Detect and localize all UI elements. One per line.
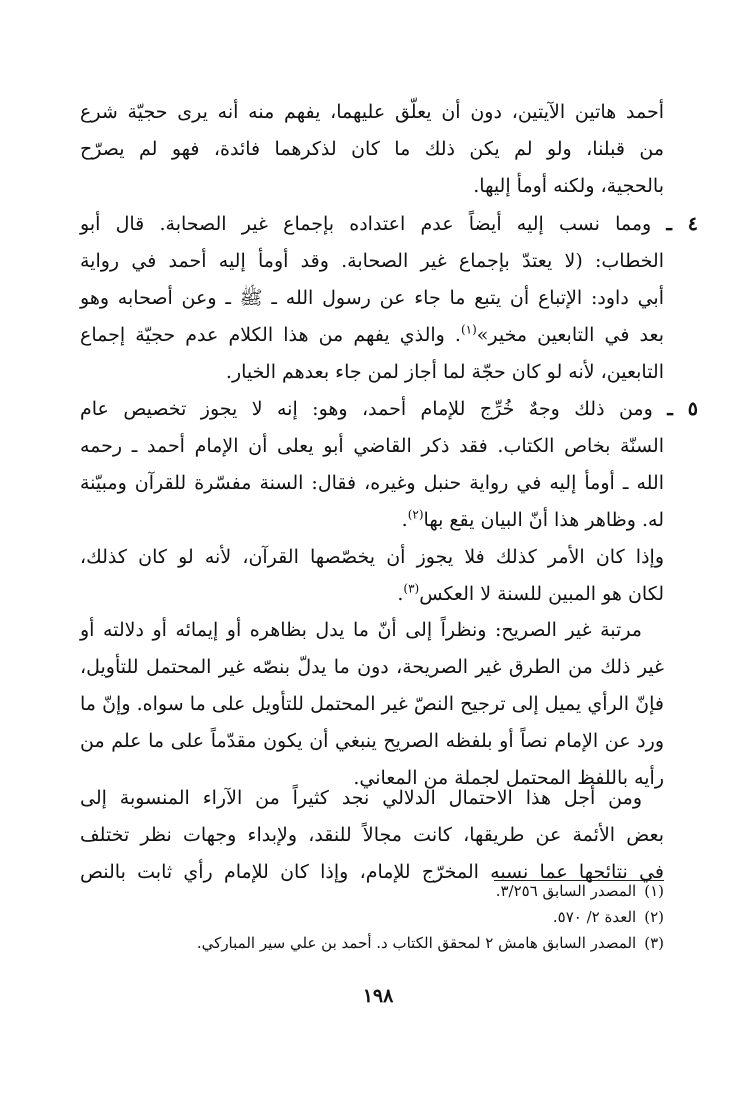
footnote-ref[interactable]: (٢) <box>407 507 424 522</box>
footnote-text: المصدر السابق ٣/٢٥٦. <box>495 882 637 900</box>
text-line <box>80 393 698 425</box>
text-line: أحمد هاتين الآيتين، دون أن يعلّق عليهما، يفهم منه أنه يرى حجيّة شرع <box>80 101 664 123</box>
footnote-text: المصدر السابق هامش ٢ لمحقق الكتاب د. أحمد بن علي سير المباركي. <box>196 934 637 952</box>
text-line: غير ذلك من الطرق غير الصريحة، دون ما يدلّ بنصّه غير المحتمل للتأويل، <box>80 656 664 678</box>
text-line: بالحجية، ولكنه أومأ إليها. <box>473 175 664 197</box>
list-item-number: ٥ ـ <box>667 398 699 420</box>
list-item-number: ٤ ـ <box>666 213 698 235</box>
text-segment: له. وظاهر هذا أنّ البيان يقع بها <box>423 509 664 531</box>
footnote-label: (٢) <box>644 908 664 926</box>
footnote-label: (٣) <box>644 934 664 952</box>
text-line: في نتائجها عما نسبه المخرّج للإمام، وإذا كان للإمام رأي ثابت بالنص <box>80 861 664 883</box>
footnote <box>80 932 664 954</box>
text-line: من قبلنا، ولو لم يكن ذلك ما كان لذكرهما فائدة، فهو لم يصرّح <box>80 138 664 160</box>
footnote <box>80 906 664 928</box>
text-line: له. وظاهر هذا أنّ البيان يقع بها$^{(٢)}$. <box>401 507 664 531</box>
text-line: فإنّ الرأي يميل إلى ترجيح النصّ غير المحتمل للتأويل على ما سواه. وإنّ ما <box>80 693 664 715</box>
text-line: وإذا كان الأمر كذلك فلا يجوز أن يخصّصها القرآن، لأنه لو كان كذلك، <box>80 546 664 568</box>
text-line: السنّة بخاص الكتاب. فقد ذكر القاضي أبو يعلى أن الإمام أحمد ـ رحمه <box>80 435 664 457</box>
text-line: مرتبة غير الصريح: ونظراً إلى أنّ ما يدل بظاهره أو إيمائه أو دلالته أو <box>80 619 642 641</box>
footnote-label: (١) <box>644 882 664 900</box>
text-segment: لكان هو المبين للسنة لا العكس <box>419 583 664 605</box>
page-number: ١٩٨ <box>362 985 394 1007</box>
list-item-text: ومما نسب إليه أيضاً عدم اعتداده بإجماع غير الصحابة. قال أبو <box>80 213 652 235</box>
text-line: ومن أجل هذا الاحتمال الدلالي نجد كثيراً من الآراء المنسوبة إلى <box>80 787 642 809</box>
text-line: لكان هو المبين للسنة لا العكس$^{(٣)}$. <box>397 581 664 605</box>
text-segment: بعد في التابعين مخير» <box>476 324 664 346</box>
text-line: الله ـ أومأ إليه في رواية حنبل وغيره، فقال: السنة مفسّرة للقرآن ومبيّنة <box>80 472 664 494</box>
text-line: ورد عن الإمام نصاً أو بلفظه الصريح ينبغي أن يكون مقدّماً على ما علم من <box>80 730 664 752</box>
footnote <box>80 880 664 902</box>
text-line: أبي داود: الإتباع أن يتبع ما جاء عن رسول الله ـ ﷺ ـ وعن أصحابه وهو <box>80 287 664 309</box>
text-line: رأيه باللفظ المحتمل لجملة من المعاني. <box>353 767 664 789</box>
footnote-text: العدة ٢/ ٥٧٠. <box>552 908 637 926</box>
text-line <box>80 319 664 351</box>
text-line <box>80 208 698 240</box>
text-segment: . والذي يفهم من هذا الكلام عدم حجيّة إجماع <box>80 324 461 346</box>
list-item-text: ومن ذلك وجهٌ خُرِّج للإمام أحمد، وهو: إنه لا يجوز تخصيص عام <box>80 398 653 420</box>
text-line: التابعين، لأنه لو كان حجّة لما أجاز لمن جاء بعدهم الخيار. <box>225 361 664 383</box>
text-line: بعض الأئمة عن طريقها، كانت مجالاً للنقد، ولإبداء وجهات نظر تختلف <box>80 824 664 846</box>
footnote-ref[interactable]: (٣) <box>403 581 420 596</box>
text-line: الخطاب: (لا يعتدّ بإجماع غير الصحابة. وقد أومأ إليه أحمد في رواية <box>80 250 664 272</box>
footnote-ref[interactable]: (١) <box>460 322 477 337</box>
